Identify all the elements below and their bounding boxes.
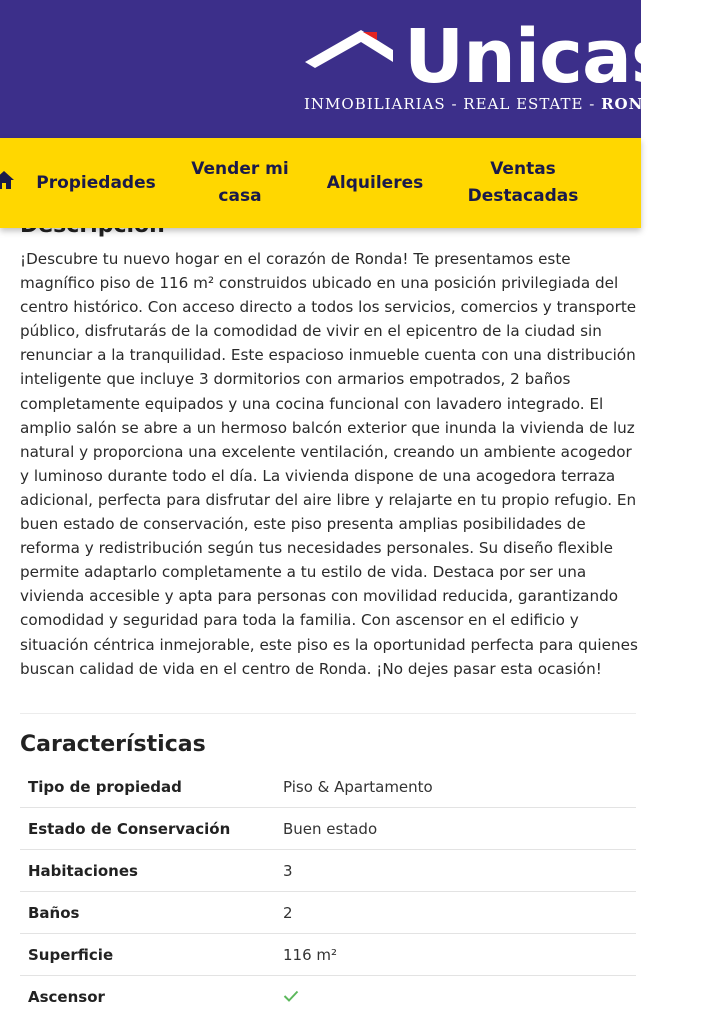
table-row <box>20 850 636 892</box>
check-icon <box>283 990 299 1002</box>
row-label: Superficie <box>28 945 114 964</box>
description-text: ¡Descubre tu nuevo hogar en el corazón de Ronda! Te presentamos este magnífico piso de 116 m² construidos ubicado en una posición privilegiada del centro histórico. Con acceso directo a todos los servicios, comercios y transporte público, disfrutarás de la comodidad de vivir en el epicentro de la ciudad sin renunciar a la tranquilidad. Este espacioso inmueble cuenta con una distribución inteligente que incluye 3 dormitorios con armarios empotrados, 2 baños completamente equipados y una cocina funcional con lavadero integrado. El amplio salón se abre a un hermoso balcón exterior que inunda la vivienda de luz natural y proporciona una excelente ventilación, creando un ambiente acogedor y luminoso durante todo el día. La vivienda dispone de una acogedora terraza adicional, perfecta para disfrutar del aire libre y relajarte en tu propio refugio. En buen estado de conservación, este piso presenta amplias posibilidades de reforma y redistribución según tus necesidades personales. Su diseño flexible permite adaptarlo completamente a tu estilo de vida. Destaca por ser una vivienda accesible y apta para personas con movilidad reducida, garantizando comodidad y seguridad para toda la familia. Con ascensor en el edificio y situación céntrica inmejorable, este piso es la oportunidad perfecta para quienes buscan calidad de vida en el centro de Ronda. ¡No dejes pasar esta ocasión! <box>20 250 638 678</box>
row-label: Tipo de propiedad <box>28 777 182 796</box>
table-row <box>20 892 636 934</box>
table-row <box>20 766 636 808</box>
row-label: Ascensor <box>28 987 105 1006</box>
site-header <box>0 0 723 138</box>
row-label: Baños <box>28 903 80 922</box>
row-value <box>283 988 299 1006</box>
nav-item-propiedades[interactable]: Propiedades <box>36 172 156 193</box>
nav-item-ventas-destacadas[interactable]: Ventas Destacadas <box>467 159 579 206</box>
row-value: 116 m² <box>283 945 338 964</box>
row-value: Piso & Apartamento <box>283 777 433 796</box>
row-label: Habitaciones <box>28 861 138 880</box>
header-tagline <box>304 94 670 114</box>
nav-item-vender-mi-casa[interactable]: Vender mi casa <box>191 159 289 206</box>
characteristics-table <box>20 766 636 1017</box>
table-row <box>20 808 636 850</box>
home-icon[interactable] <box>0 171 14 189</box>
table-row <box>20 976 636 1017</box>
logo-wordmark: Unicasa <box>404 14 723 100</box>
section-divider <box>20 713 636 714</box>
nav-item-alquileres[interactable]: Alquileres <box>326 172 424 193</box>
row-value: 3 <box>283 861 293 880</box>
characteristics-title: Características <box>20 732 206 757</box>
row-value: Buen estado <box>283 819 378 838</box>
table-row <box>20 934 636 976</box>
house-roof-icon <box>305 28 393 74</box>
row-label: Estado de Conservación <box>28 819 231 838</box>
row-value: 2 <box>283 903 293 922</box>
tagline-text: INMOBILIARIAS - REAL ESTATE - <box>304 95 602 113</box>
tagline-location: RONDA <box>601 95 670 113</box>
main-nav <box>0 138 641 228</box>
